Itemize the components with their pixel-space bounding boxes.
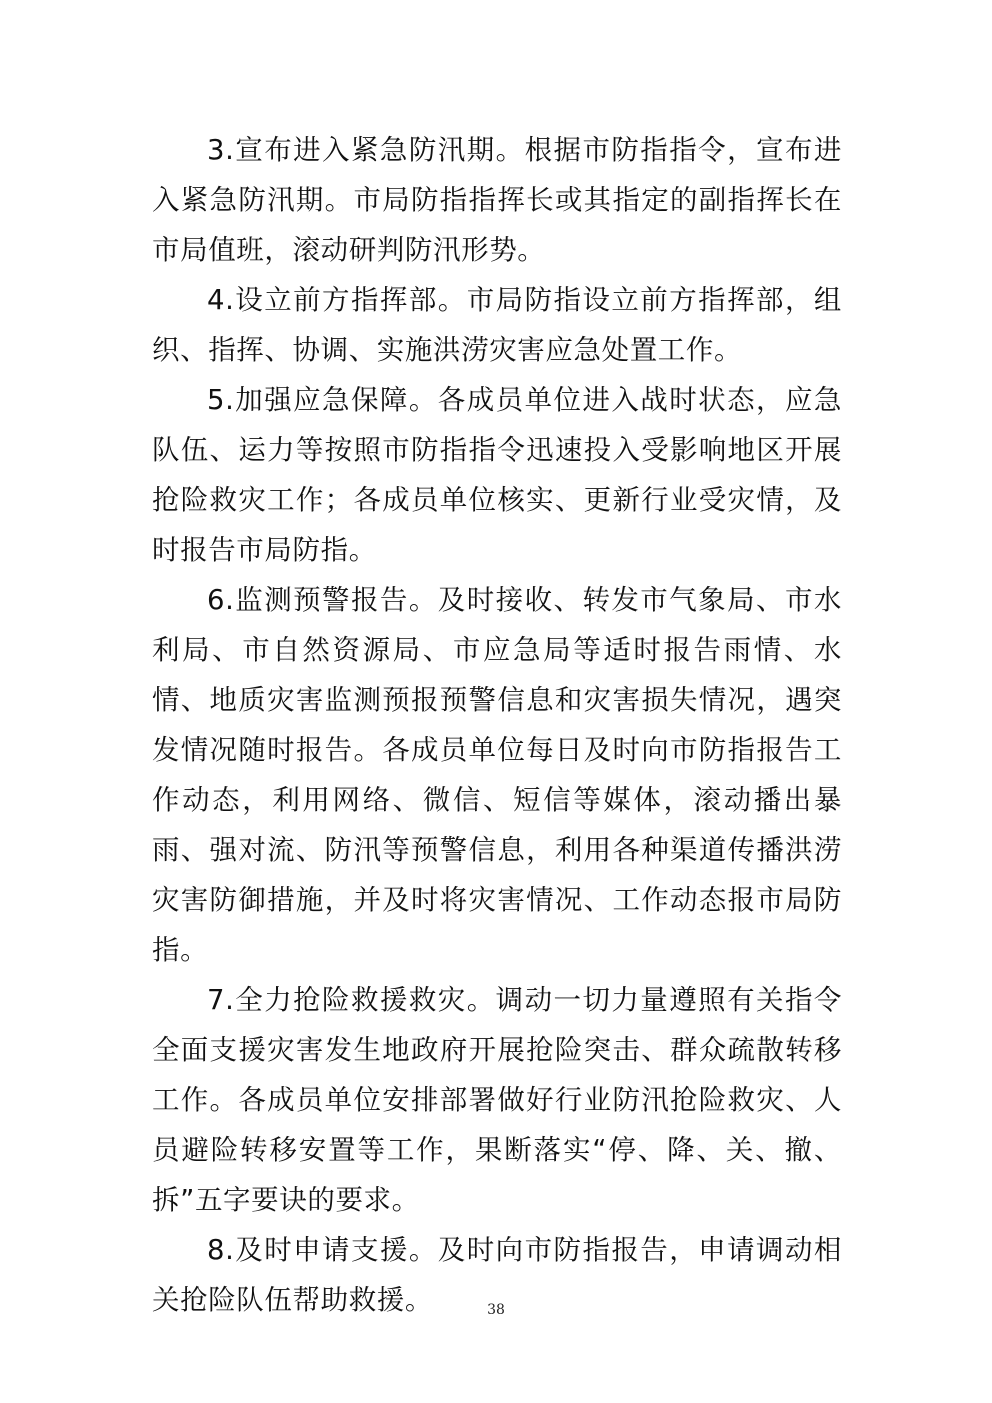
paragraph-full-rescue-relief: 7.全力抢险救援救灾。调动一切力量遵照有关指令全面支援灾害发生地政府开展抢险突击、群众疏散转移工作。各成员单位安排部署做好行业防汛抢险救灾、人员避险转移安置等工作，果断落实“停、降、关、撤、拆”五字要诀的要求。 bbox=[152, 984, 842, 1216]
paragraph-set-up-front-command: 4.设立前方指挥部。市局防指设立前方指挥部，组织、指挥、协调、实施洪涝灾害应急处置工作。 bbox=[152, 284, 842, 366]
paragraph-declare-emergency-flood-period: 3.宣布进入紧急防汛期。根据市防指指令，宣布进入紧急防汛期。市局防指指挥长或其指定的副指挥长在市局值班，滚动研判防汛形势。 bbox=[152, 134, 842, 266]
paragraph-strengthen-emergency-support: 5.加强应急保障。各成员单位进入战时状态，应急队伍、运力等按照市防指指令迅速投入受影响地区开展抢险救灾工作；各成员单位核实、更新行业受灾情，及时报告市局防指。 bbox=[152, 384, 842, 566]
paragraph-request-support: 8.及时申请支援。及时向市防指报告，申请调动相关抢险队伍帮助救援。 bbox=[152, 1234, 842, 1316]
paragraph-monitoring-warning-report: 6.监测预警报告。及时接收、转发市气象局、市水利局、市自然资源局、市应急局等适时报告雨情、水情、地质灾害监测预报预警信息和灾害损失情况，遇突发情况随时报告。各成员单位每日及时向市防指报告工作动态，利用网络、微信、短信等媒体，滚动播出暴雨、强对流、防汛等预警信息，利用各种渠道传播洪涝灾害防御措施，并及时将灾害情况、工作动态报市局防指。 bbox=[152, 584, 842, 966]
document-body bbox=[152, 125, 842, 1325]
page-number: 38 bbox=[487, 1302, 505, 1318]
